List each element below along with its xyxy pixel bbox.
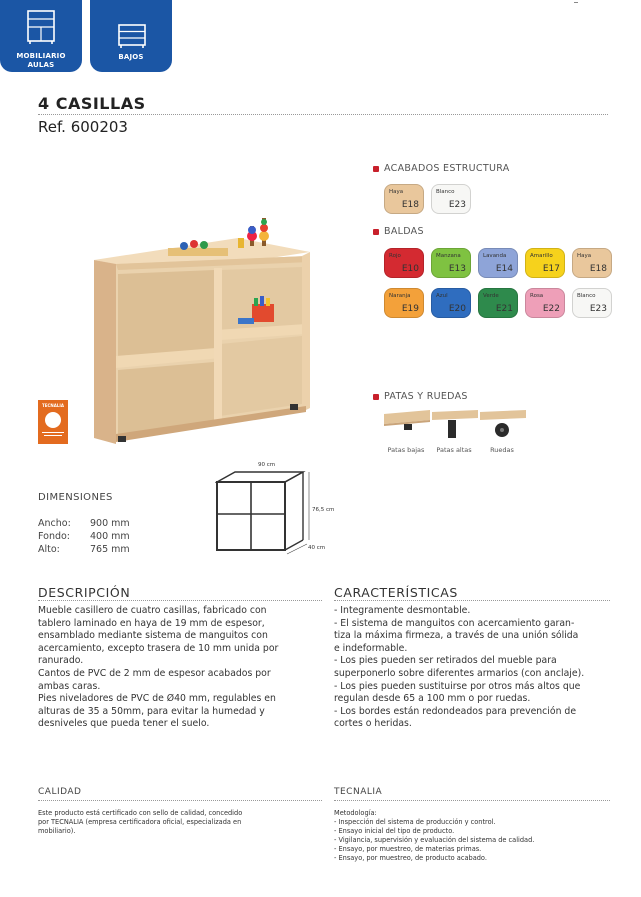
tecnalia-title: TECNALIA: [334, 787, 383, 797]
text-line: - Vigilancia, supervisión y evaluación del sistema de calidad.: [334, 836, 535, 844]
swatch-name: Azul: [436, 293, 448, 299]
color-swatch[interactable]: [384, 288, 424, 318]
bullet-icon: [373, 229, 379, 235]
text-line: tablero laminado en haya de 19 mm de espesor,: [38, 617, 265, 629]
color-swatch[interactable]: [384, 184, 424, 214]
swatch-name: Lavanda: [483, 253, 507, 259]
text-line: alturas de 35 a 50mm, para evitar la humedad y: [38, 705, 265, 717]
width-label: 90 cm: [258, 462, 276, 468]
text-line: Cantos de PVC de 2 mm de espesor acabados por: [38, 667, 271, 679]
shelves-title: BALDAS: [384, 226, 424, 237]
text-line: acercamiento, excepto trasera de 10 mm unida por: [38, 642, 279, 654]
legs-label: Ruedas: [490, 446, 514, 454]
text-line: - Los pies pueden sustituirse por otros más altos que: [334, 680, 581, 692]
color-swatch[interactable]: [478, 288, 518, 318]
legs-label: Patas altas: [436, 446, 472, 454]
swatch-name: Rosa: [530, 293, 544, 299]
text-line: - Ensayo, por muestreo, de producto acabado.: [334, 854, 487, 862]
text-line: superponerlo sobre diferentes armarios (con anclaje).: [334, 667, 585, 679]
swatch-name: Haya: [577, 253, 592, 259]
nav-tile-label: MOBILIARIO: [16, 52, 66, 60]
color-swatch[interactable]: [431, 248, 471, 278]
features-text: [334, 605, 626, 731]
product-ref: Ref. 600203: [38, 118, 128, 136]
swatch-code: E17: [542, 264, 560, 274]
quality-title: CALIDAD: [38, 787, 82, 797]
color-swatch[interactable]: [525, 248, 565, 278]
text-line: tiza la máxima firmeza, a través de una unión sólida: [334, 630, 579, 642]
corner-mark: [574, 2, 578, 3]
text-line: - Inspección del sistema de producción y control.: [334, 818, 496, 826]
height-label: 76,5 cm: [312, 507, 335, 513]
quality-divider: [38, 800, 322, 801]
text-line: por TECNALIA (empresa certificadora oficial, especializada en: [38, 818, 242, 826]
tecnalia-divider: [334, 800, 610, 801]
low-legs-thumbnail: [384, 410, 430, 442]
swatch-code: E22: [542, 304, 560, 314]
dimension-label: Ancho:: [38, 518, 71, 529]
description-divider: [38, 600, 322, 601]
dimension-row: [38, 518, 130, 529]
text-line: Este producto está certificado con sello de calidad, concedido: [38, 809, 243, 817]
legs-title: PATAS Y RUEDAS: [384, 391, 468, 402]
color-swatch[interactable]: [525, 288, 565, 318]
color-swatch[interactable]: [572, 288, 612, 318]
text-line: ambas caras.: [38, 680, 101, 692]
high-legs-thumbnail: [432, 410, 478, 442]
text-line: - Ensayo inicial del tipo de producto.: [334, 827, 455, 835]
features-title: CARACTERÍSTICAS: [334, 585, 458, 600]
product-title: 4 CASILLAS: [38, 94, 146, 113]
tecnalia-badge: [38, 400, 68, 444]
product-photo: [88, 212, 320, 444]
text-line: - Integramente desmontable.: [334, 605, 471, 616]
text-line: desniveles que pueda tener el suelo.: [38, 718, 210, 730]
bullet-icon: [373, 166, 379, 172]
text-line: - Los pies pueden ser retirados del mueble para: [334, 655, 557, 667]
depth-label: 40 cm: [308, 545, 326, 551]
swatch-code: E23: [589, 304, 607, 314]
text-line: Metodología:: [334, 809, 377, 817]
features-divider: [334, 600, 610, 601]
dimension-value: 765 mm: [90, 544, 130, 555]
swatch-code: E18: [589, 264, 607, 274]
text-line: mobiliario).: [38, 827, 76, 835]
dimension-value: 400 mm: [90, 531, 130, 542]
text-line: ensamblado mediante sistema de manguitos con: [38, 630, 268, 642]
swatch-code: E14: [495, 264, 513, 274]
color-swatch[interactable]: [572, 248, 612, 278]
structure-finishes-title: ACABADOS ESTRUCTURA: [384, 163, 510, 174]
text-line: - El sistema de manguitos con acercamiento garan-: [334, 617, 575, 629]
text-line: cortes o heridas.: [334, 718, 412, 730]
swatch-code: E23: [448, 200, 466, 210]
swatch-name: Rojo: [389, 253, 401, 259]
dimension-row: [38, 544, 130, 555]
cabinet-icon: [27, 10, 55, 44]
tecnalia-text: [334, 809, 624, 863]
text-line: regulan desde 65 a 100 mm o por ruedas.: [334, 693, 531, 705]
swatch-code: E20: [448, 304, 466, 314]
swatch-name: Naranja: [389, 293, 411, 299]
text-line: Pies niveladores de PVC de Ø40 mm, regulables en: [38, 693, 276, 705]
swatch-code: E10: [401, 264, 419, 274]
text-line: e indeformable.: [334, 642, 408, 654]
swatch-name: Manzana: [436, 253, 461, 259]
nav-tile-mobiliario-aulas[interactable]: [0, 0, 82, 72]
dimension-label: Alto:: [38, 544, 60, 555]
dimensions-title: DIMENSIONES: [38, 492, 113, 503]
badge-brand: TECNALIA: [42, 403, 64, 408]
quality-text: [38, 809, 328, 836]
color-swatch[interactable]: [478, 248, 518, 278]
swatch-code: E19: [401, 304, 419, 314]
nav-tile-bajos[interactable]: [90, 0, 172, 72]
color-swatch[interactable]: [384, 248, 424, 278]
color-swatch[interactable]: [431, 184, 471, 214]
description-title: DESCRIPCIÓN: [38, 585, 131, 600]
text-line: Mueble casillero de cuatro casillas, fabricado con: [38, 605, 267, 616]
swatch-name: Haya: [389, 189, 404, 195]
certification-seal-icon: [45, 412, 61, 428]
dimension-row: [38, 531, 130, 542]
text-line: - Los bordes están redondeados para prevención de: [334, 705, 577, 717]
text-line: - Ensayo, por muestreo, de materias primas.: [334, 845, 482, 853]
swatch-name: Blanco: [436, 189, 455, 195]
swatch-code: E13: [448, 264, 466, 274]
dimension-label: Fondo:: [38, 531, 71, 542]
nav-tile-label: AULAS: [27, 61, 55, 69]
legs-label: Patas bajas: [387, 446, 425, 454]
swatch-code: E21: [495, 304, 513, 314]
drawer-unit-icon: [118, 24, 146, 48]
wheels-thumbnail: [480, 410, 526, 442]
description-text: [38, 605, 330, 731]
dimension-value: 900 mm: [90, 518, 130, 529]
title-divider: [38, 114, 608, 115]
nav-tile-label: BAJOS: [118, 53, 144, 61]
swatch-code: E18: [401, 200, 419, 210]
swatch-name: Verde: [483, 293, 499, 299]
swatch-name: Blanco: [577, 293, 596, 299]
color-swatch[interactable]: [431, 288, 471, 318]
text-line: ranurado.: [38, 655, 84, 667]
bullet-icon: [373, 394, 379, 400]
swatch-name: Amarillo: [530, 253, 553, 259]
